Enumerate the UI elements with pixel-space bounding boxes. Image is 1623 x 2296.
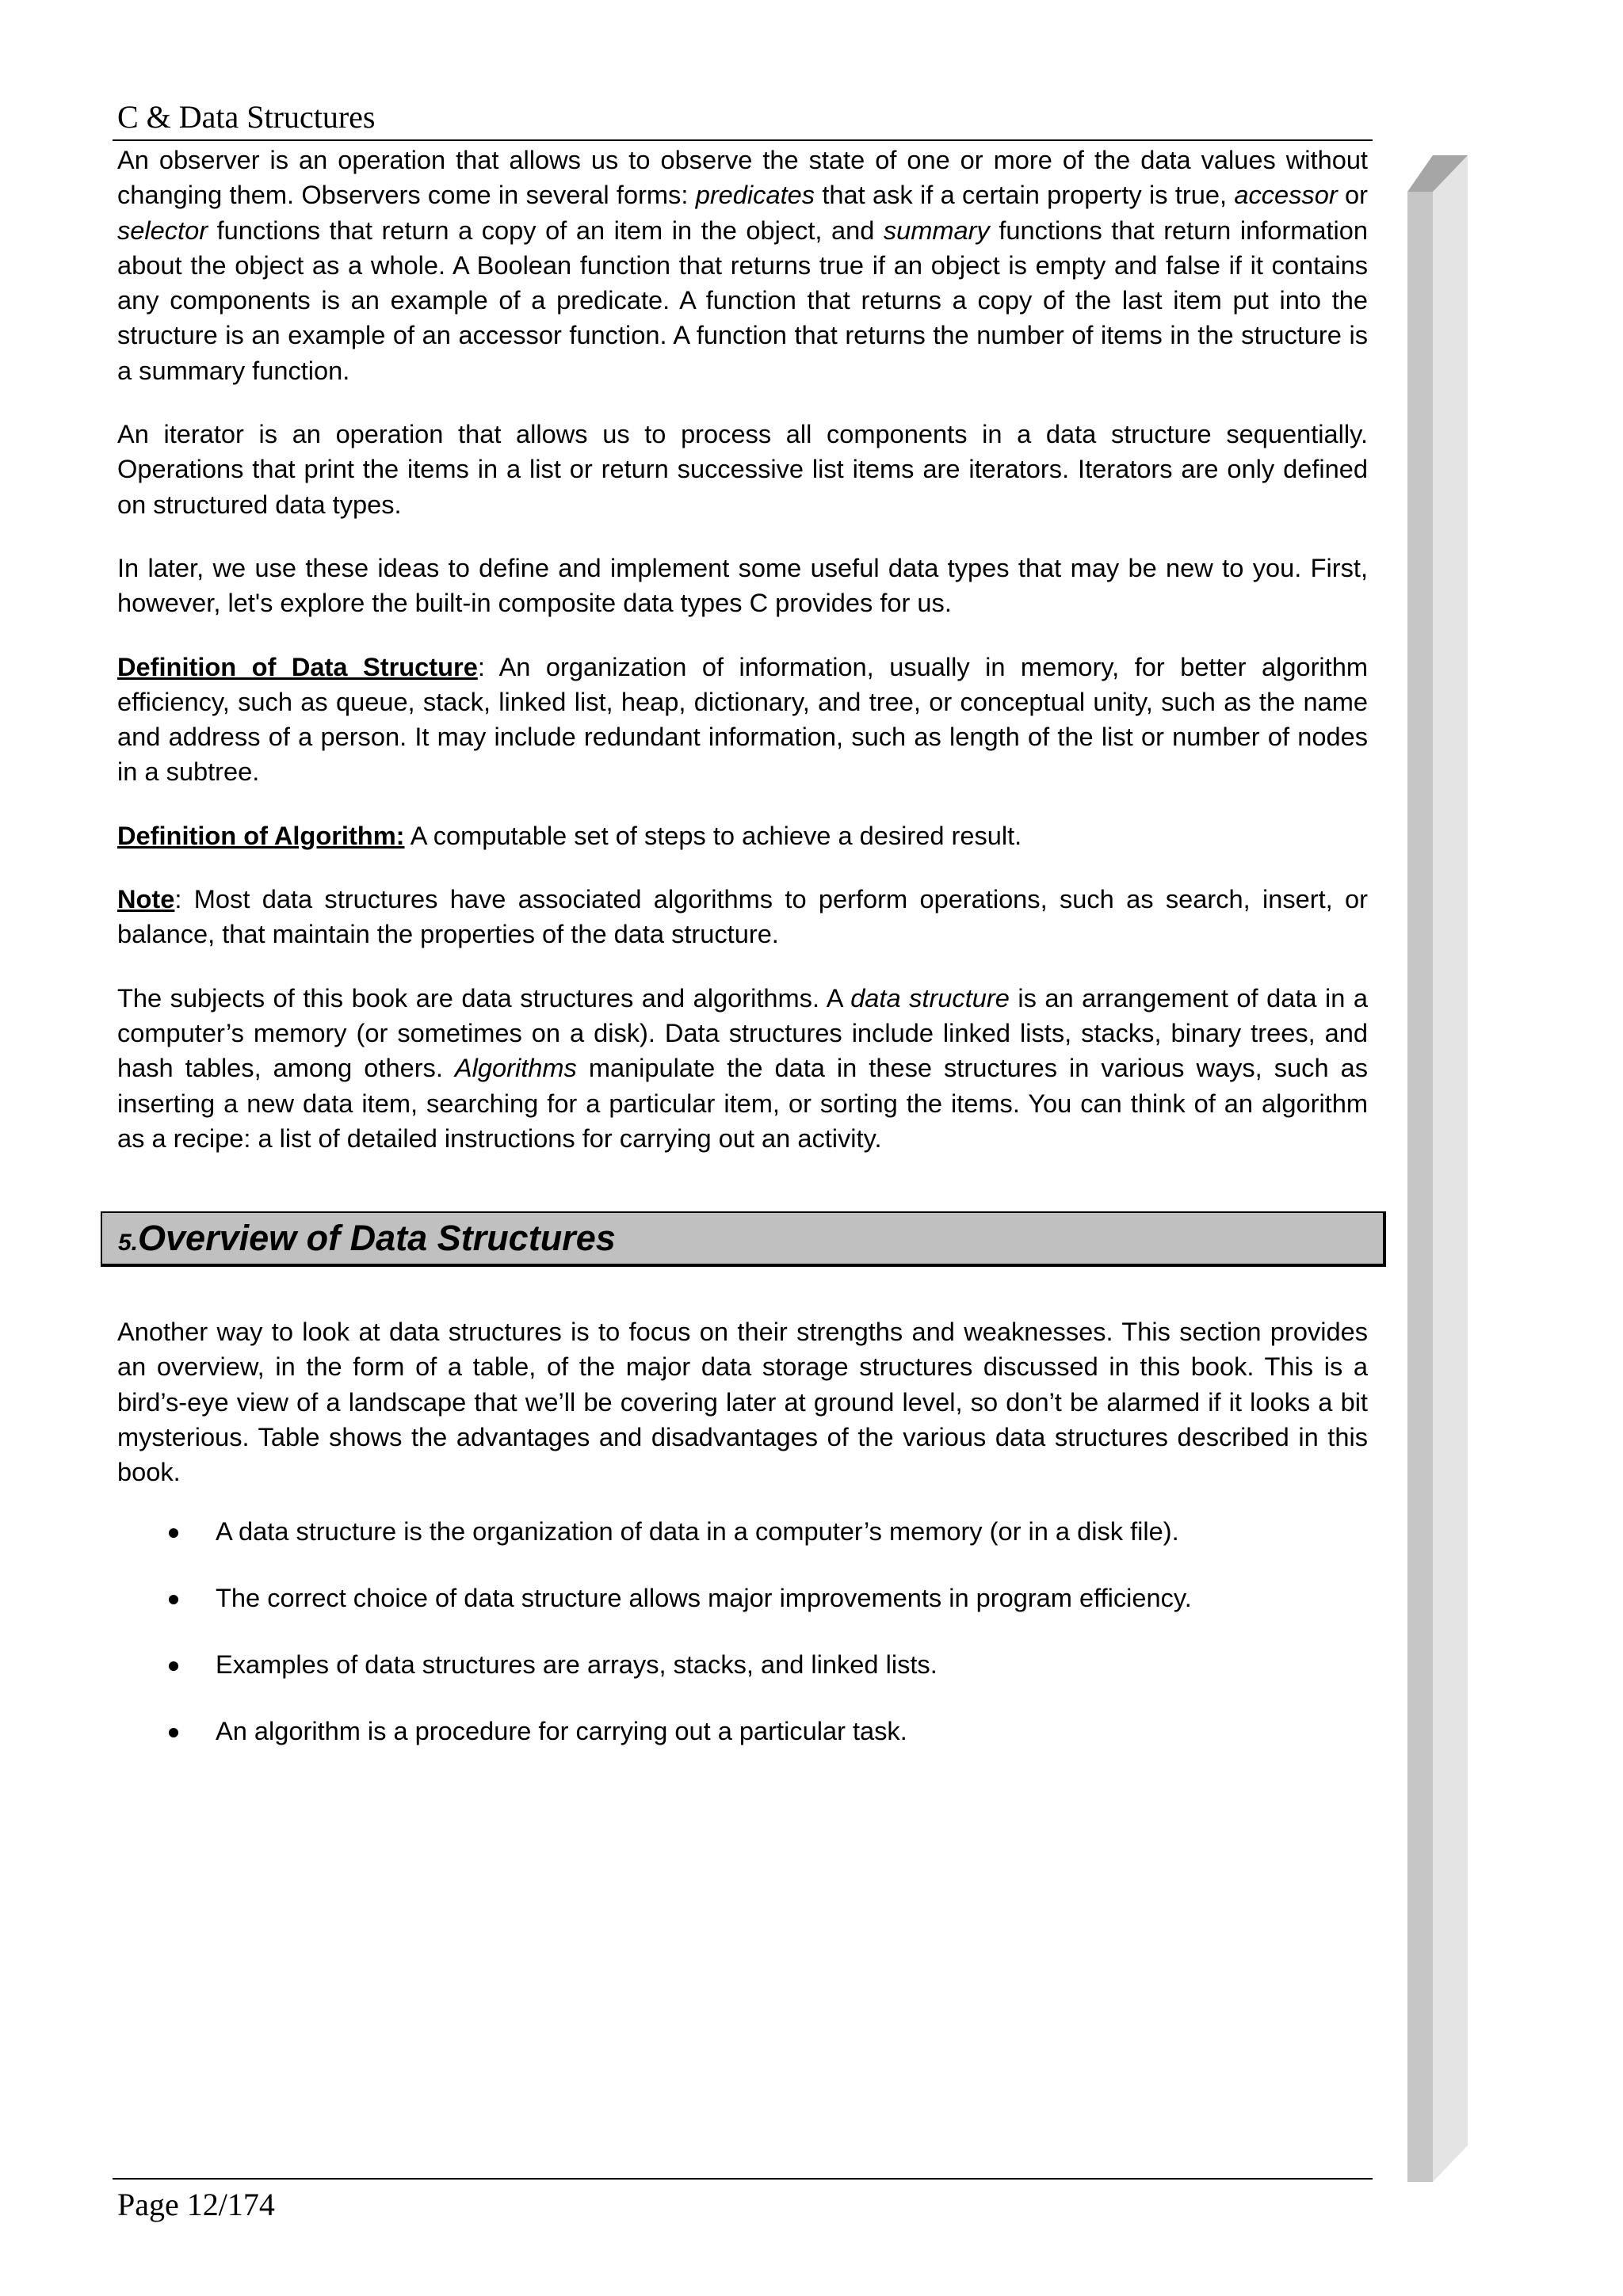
paragraph-observer [117,143,1368,388]
definition-label: Definition of Data Structure [117,651,478,681]
italic-term-algorithms: Algorithms [454,1053,577,1083]
paragraph-later: In later, we use these ideas to define and implement some useful data types that may be new to you. First, however, let's explore the built-in composite data types C provides for us. [117,552,1368,618]
italic-term-summary: summary [883,215,990,245]
definition-text: : An organization of information, usually in memory, for better algorithm efficiency, such as queue, stack, linked list, heap, dictionary, and tree, or conceptual unity, such as the name and address of a person. It may include redundant information, such as length of the list or number of nodes in a subtree. [117,651,1368,787]
section-heading [101,1211,1386,1267]
definition-label: Definition of Algorithm: [117,820,405,850]
text-run: functions that return a copy of an item in the object, and [208,215,884,245]
note-paragraph [117,882,1368,952]
note-text: : Most data structures have associated algorithms to perform operations, such as search, insert, or balance, that maintain the properties of the data structure. [117,884,1368,949]
text-run: is an arrangement of data in a computer’s memory (or sometimes on a disk). Data structures include linked lists, stacks, binary trees, and hash tables, among others. [117,982,1369,1083]
header-rule [113,139,1373,141]
list-item: A data structure is the organization of data in a computer’s memory (or in a disk file). [117,1514,1368,1549]
page-edge-decoration [1407,155,1468,2182]
list-item: Examples of data structures are arrays, stacks, and linked lists. [117,1647,1368,1682]
section-number: 5. [118,1230,139,1257]
definition-text: A computable set of steps to achieve a desired result. [404,820,1022,850]
page-content [117,143,1368,1780]
text-run: functions that return information about the object as a whole. A Boolean function that returns true if an object is empty and false if it contains any components is an example of a predicate. A function that returns a copy of the last item put into the structure is an example of an accessor function. A function that returns the number of items in the structure is a summary function. [117,215,1368,385]
text-run: manipulate the data in these structures in various ways, such as inserting a new data item, searching for a particular item, or sorting the items. You can think of an algorithm as a recipe: a list of detailed instructions for carrying out an activity. [117,1053,1368,1153]
side-bar-front [1407,192,1433,2182]
text-run: or [1337,180,1368,210]
list-item: An algorithm is a procedure for carrying out a particular task. [117,1714,1368,1749]
side-bar-side [1433,155,1468,2182]
section-intro-paragraph: Another way to look at data structures is to focus on their strengths and weaknesses. This section provides an overview, in the form of a table, of the major data storage structures discussed in this book. This is a bird’s-eye view of a landscape that we’ll be covering later at ground level, so don’t be alarmed if it looks a bit mysterious. Table shows the advantages and disadvantages of the various data structures described in this book. [117,1317,1368,1487]
bullet-list [117,1514,1368,1749]
section-title: Overview of Data Structures [138,1218,616,1259]
italic-term-selector: selector [117,215,208,245]
text-run: that ask if a certain property is true, [815,180,1235,210]
italic-term-predicates: predicates [695,180,815,210]
italic-term-data-structure: data structure [850,982,1010,1013]
definition-algorithm [117,818,1368,853]
italic-term-accessor: accessor [1234,180,1338,210]
definition-data-structure [117,650,1368,790]
paragraph-iterator: An iterator is an operation that allows us to process all components in a data structure sequentially. Operations that print the items in a list or return successive list items are iterators. Iterators are only defined on structured data types. [117,419,1368,519]
running-header: C & Data Structures [117,99,376,135]
note-label: Note [117,884,175,914]
list-item: The correct choice of data structure allows major improvements in program efficiency. [117,1581,1368,1615]
footer-rule [113,2178,1373,2180]
page-number: Page 12/174 [117,2187,275,2222]
paragraph-subjects [117,981,1368,1156]
text-run: The subjects of this book are data structures and algorithms. A [117,982,851,1013]
text-run: An observer is an operation that allows us to observe the state of one or more of the data values without changing them. Observers come in several forms: [117,145,1368,210]
